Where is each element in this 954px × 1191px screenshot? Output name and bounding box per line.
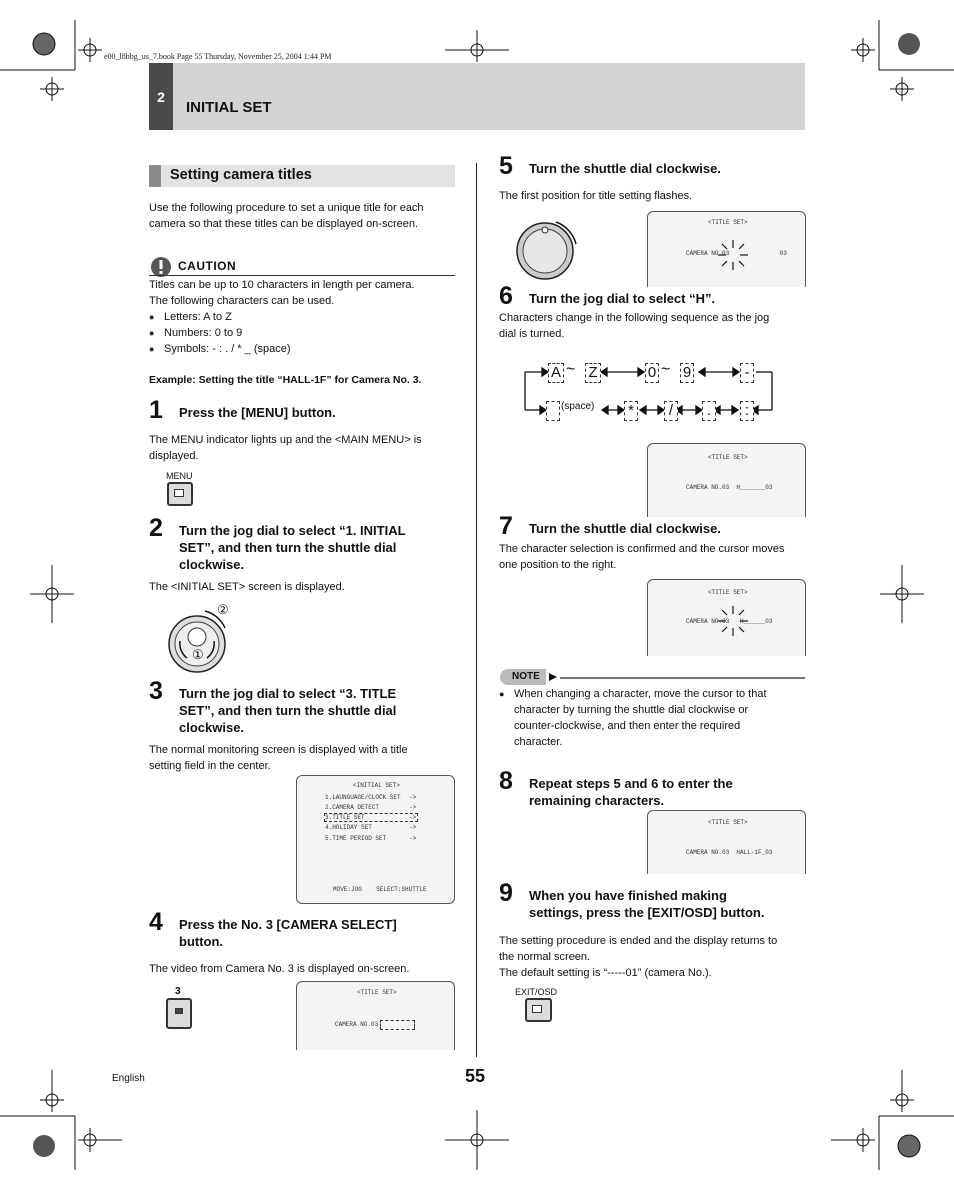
step-number: 6 (499, 282, 513, 310)
step-heading: When you have finished making settings, press the [EXIT/OSD] button. (529, 888, 765, 920)
step-number: 3 (149, 677, 163, 705)
chapter-header (149, 63, 805, 130)
step-heading: Turn the shuttle dial clockwise. (529, 521, 721, 536)
char-slash: / (664, 401, 678, 421)
step-number: 4 (149, 908, 163, 936)
char-period: . (702, 401, 716, 421)
step-text: The MENU indicator lights up and the <MAIN MENU> is displayed. (149, 434, 422, 462)
initial-set-screen: <INITIAL SET> 1.LAUNGUAGE/CLOCK SET 2.CAMERA DETECT 3.TITLE SET 4.HOLIDAY SET 5.TIME PERIOD SET -> -> -> -> -> MOVE:JOG SELECT:SHUTTLE (296, 775, 455, 904)
footer-language: English (112, 1073, 145, 1084)
camera-3-button[interactable] (166, 998, 192, 1029)
char-9: 9 (680, 363, 694, 383)
char-z: Z (585, 363, 601, 383)
caution-label: CAUTION (178, 259, 237, 273)
step-number: 1 (149, 396, 163, 424)
chapter-number: 2 (149, 63, 173, 130)
step-text: The normal monitoring screen is displayed with a title setting field in the center. (149, 744, 408, 772)
crosshair-icon (78, 38, 102, 62)
char-space-label: (space) (561, 401, 595, 412)
caution-text: Titles can be up to 10 characters in length per camera. The following characters can be used. (149, 279, 415, 307)
title-set-screen-step8: <TITLE SET> CAMERA NO.03 HALL-1F_03 (647, 810, 806, 874)
title-set-screen-step5: <TITLE SET> CAMERA NO.03 03 (647, 211, 806, 287)
char-space-box (546, 401, 560, 421)
char-a: A (548, 363, 564, 383)
caution-divider (149, 275, 455, 276)
step-heading: Turn the jog dial to select “H”. (529, 291, 716, 306)
book-info: e00_l8hbg_us_7.book Page 55 Thursday, November 25, 2004 1:44 PM (104, 52, 332, 61)
section-title: Setting camera titles (149, 165, 455, 187)
step-text: The first position for title setting flashes. (499, 190, 693, 202)
step-number: 2 (149, 514, 163, 542)
menu-button[interactable] (167, 482, 193, 506)
caution-bullet: ● Numbers: 0 to 9 (164, 325, 242, 341)
char-0: 0 (645, 363, 659, 383)
chapter-title: INITIAL SET (186, 99, 272, 116)
intro-text: Use the following procedure to set a unique title for each camera so that these titles can be displayed on-screen. (149, 202, 424, 230)
step-text: The <INITIAL SET> screen is displayed. (149, 581, 345, 593)
step-number: 9 (499, 879, 513, 907)
title-set-screen-step4: <TITLE SET> CAMERA NO.03 (296, 981, 455, 1050)
note-bullet: ● When changing a character, move the cursor to that character by turning the shuttle dial clockwise or counter-clockwise, and then enter the required character. (514, 686, 767, 750)
step-heading: Repeat steps 5 and 6 to enter the remaining characters. (529, 776, 733, 808)
page-number: 55 (465, 1066, 486, 1086)
play-icon (548, 672, 558, 682)
step-number: 5 (499, 152, 513, 180)
exit-osd-button-label: EXIT/OSD (515, 987, 558, 997)
title-set-screen-step6: <TITLE SET> CAMERA NO.03 H_______03 (647, 443, 806, 517)
menu-button-label: MENU (166, 471, 193, 481)
step-number: 8 (499, 767, 513, 795)
column-divider (476, 163, 477, 1057)
step-text: Characters change in the following sequence as the jog dial is turned. (499, 312, 770, 340)
char-tilde: ~ (566, 361, 576, 378)
caution-bullet: ● Letters: A to Z (164, 309, 232, 325)
flash-icon (716, 238, 750, 272)
step-text: The character selection is confirmed and the cursor moves one position to the right. (499, 543, 785, 571)
char-hyphen: - (740, 363, 754, 383)
step-text: The video from Camera No. 3 is displayed on-screen. (149, 963, 410, 975)
dial-label-2: ② (217, 602, 229, 617)
char-colon: : (740, 401, 754, 421)
step-heading: Press the No. 3 [CAMERA SELECT] button. (179, 917, 397, 949)
step-number: 7 (499, 512, 513, 540)
camera-3-button-label: 3 (175, 986, 181, 997)
title-set-screen-step7: <TITLE SET> CAMERA NO.03 H______03 (647, 579, 806, 656)
step-heading: Turn the jog dial to select “1. INITIAL SET”, and then turn the shuttle dial clockwise. (179, 523, 406, 572)
shuttle-dial-icon (514, 216, 582, 282)
caution-bullet: ● Symbols: - : . / * _ (space) (164, 341, 291, 357)
step-text: The setting procedure is ended and the display returns to the normal screen. The default setting is “-----01” (camera No.). (499, 935, 778, 979)
step-heading: Press the [MENU] button. (179, 405, 336, 420)
note-divider (560, 677, 805, 679)
example-heading: Example: Setting the title “HALL-1F” for Camera No. 3. (149, 374, 422, 386)
note-label: NOTE (512, 671, 540, 682)
char-asterisk: * (624, 401, 638, 421)
step-heading: Turn the jog dial to select “3. TITLE SET”, and then turn the shuttle dial clockwise. (179, 686, 397, 735)
char-tilde: ~ (661, 361, 671, 378)
dial-label-1: ① (192, 647, 204, 662)
step-heading: Turn the shuttle dial clockwise. (529, 161, 721, 176)
flash-icon (716, 604, 750, 638)
exit-osd-button[interactable] (525, 998, 552, 1022)
